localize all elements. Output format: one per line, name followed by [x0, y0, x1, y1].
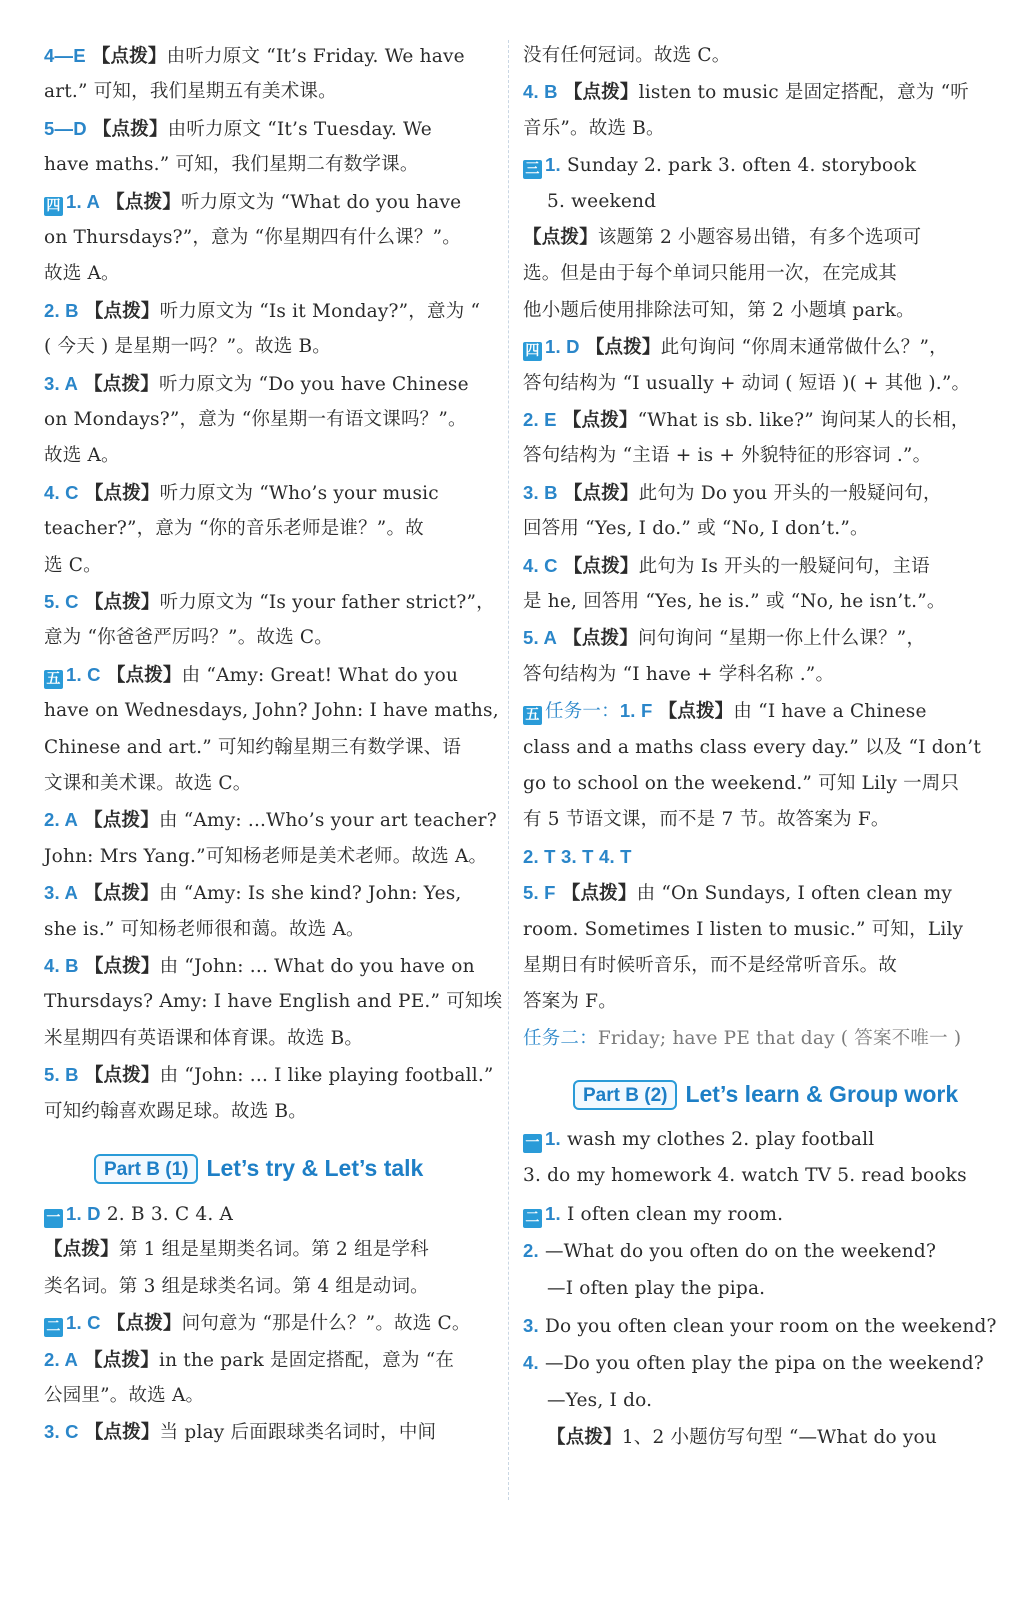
answer-line: [44, 1414, 494, 1450]
answer-text: Sunday 2. park 3. often 4. storybook: [566, 155, 917, 177]
answer-number: 1. F: [619, 700, 653, 722]
answer-text: 文课和美术课。故选 C。: [44, 773, 252, 794]
answer-text: have on Wednesdays, John? John: I have maths,: [44, 700, 499, 722]
answer-number: 2. A: [44, 809, 79, 831]
hint-tag: 【点拨】: [84, 1065, 160, 1087]
answer-text: 问句意为 “那是什么？”。故选 C。: [181, 1313, 471, 1335]
answer-line: [523, 366, 975, 402]
answer-number: 5—D: [44, 117, 87, 139]
answer-text: 此句询问 “你周末通常做什么？”，: [660, 337, 948, 359]
section-title: Let’s try & Let’s talk: [206, 1155, 424, 1181]
answer-line: [523, 111, 975, 147]
answer-text: on Thursdays?”，意为 “你星期四有什么课？”。: [44, 227, 461, 248]
answer-number: 4. C: [44, 481, 79, 503]
answer-text: 答句结构为 “I usually + 动词 ( 短语 )( + 其他 ).”。: [523, 372, 971, 394]
answer-number: 1. D: [66, 1203, 101, 1224]
answer-line: [547, 184, 975, 220]
answer-text: —I often play the pipa.: [547, 1277, 766, 1299]
task-label: 任务一：: [545, 701, 620, 723]
answer-line: [523, 1196, 975, 1232]
answer-text: 他小题后使用排除法可知，第 2 小题填 park。: [523, 299, 915, 321]
answer-line: [523, 147, 975, 183]
answer-text: Friday; have PE that day ( 答案不唯一 ): [597, 1027, 962, 1049]
section-marker: 二: [44, 1318, 63, 1337]
answer-text: 是 he, 回答用 “Yes, he is.” 或 “No, he isn’t.”。: [523, 591, 946, 612]
hint-tag: 【点拨】: [44, 1239, 119, 1261]
answer-text: 类名词。第 3 组是球类名词。第 4 组是动词。: [44, 1275, 429, 1297]
answer-text: 意为 “你爸爸严厉吗？”。故选 C。: [44, 627, 333, 649]
answer-text: 答句结构为 “I have + 学科名称 .”。: [523, 663, 835, 685]
answer-text: ( 今天 ) 是星期一吗？”。故选 B。: [44, 336, 332, 358]
answer-text: 由 “Amy: ...Who’s your art teacher?: [158, 810, 497, 832]
answer-text: class and a maths class every day.” 以及 “I don’t: [523, 736, 981, 758]
answer-number: 3. C: [44, 1421, 79, 1443]
answer-line: [523, 1121, 975, 1157]
answer-line: [44, 584, 494, 620]
answer-text: 答案为 F。: [523, 991, 617, 1013]
answer-line: [547, 1383, 975, 1419]
answer-text: 3. do my homework 4. watch TV 5. read books: [523, 1165, 967, 1187]
answer-line: [44, 1378, 494, 1414]
answer-line: [44, 1021, 494, 1057]
answer-text: 没有任何冠词。故选 C。: [523, 45, 731, 66]
answer-number: 1. C: [66, 1312, 101, 1334]
hint-tag: 【点拨】: [91, 46, 167, 67]
answer-number: 4. B: [44, 955, 79, 976]
answer-text: 由听力原文 “It’s Friday. We have: [166, 46, 465, 67]
section-marker: 五: [44, 670, 63, 689]
answer-line: [523, 693, 975, 729]
answer-line: [44, 1269, 494, 1305]
answer-text: 此句为 Is 开头的一般疑问句，主语: [638, 555, 930, 577]
answer-number: 2. E: [523, 409, 557, 430]
answer-text: I often clean my room.: [566, 1203, 784, 1225]
answer-text: 公园里”。故选 A。: [44, 1385, 205, 1406]
answer-line: [523, 475, 975, 511]
answer-number: 4.: [523, 1352, 539, 1374]
answer-line: [523, 511, 975, 547]
answer-line: [523, 875, 975, 911]
answer-number: 2.: [523, 1240, 539, 1262]
answer-text: “What is sb. like?” 询问某人的长相，: [637, 410, 970, 431]
answer-line: [44, 984, 503, 1020]
answer-line: [44, 802, 497, 838]
answer-line: [44, 475, 494, 511]
answer-text: 听力原文为 “Who’s your music: [159, 482, 439, 504]
answer-line: [523, 912, 975, 948]
answer-line: [523, 438, 975, 474]
hint-tag: 【点拨】: [585, 337, 661, 359]
page-footer: [44, 1474, 64, 1506]
answer-line: [523, 1345, 984, 1381]
section-header: [573, 1078, 958, 1114]
answer-text: 米星期四有英语课和体育课。故选 B。: [44, 1027, 364, 1049]
answer-line: [523, 984, 975, 1020]
section-marker: 四: [44, 197, 63, 216]
answer-text: 问句询问 “星期一你上什么课？”，: [637, 628, 926, 650]
answer-text: 选 C。: [44, 554, 102, 576]
answer-line: [523, 948, 975, 984]
answer-number: 1.: [545, 1128, 561, 1149]
answer-text: 答句结构为 “主语 + is + 外貌特征的形容词 .”。: [523, 445, 932, 467]
answer-number: 1. C: [66, 663, 101, 685]
hint-tag: 【点拨】: [523, 227, 598, 248]
answer-text: room. Sometimes I listen to music.” 可知，Lily: [523, 918, 964, 940]
answer-line: [523, 1233, 975, 1269]
answer-text: —Yes, I do.: [547, 1389, 653, 1411]
answer-text: 听力原文为 “What do you have: [180, 191, 462, 213]
hint-tag: 【点拨】: [84, 1422, 160, 1444]
answer-line: [44, 948, 494, 984]
answer-text: 由 “Amy: Is she kind? John: Yes,: [158, 883, 462, 905]
answer-text: 回答用 “Yes, I do.” 或 “No, I don’t.”。: [523, 518, 869, 540]
answer-line: [523, 1158, 975, 1194]
answer-number: 5. C: [44, 591, 79, 612]
hint-tag: 【点拨】: [106, 191, 181, 213]
answer-line: [547, 1420, 975, 1456]
answer-number: 2. A: [44, 1348, 79, 1370]
answer-text: wash my clothes 2. play football: [566, 1129, 875, 1150]
answer-line: [523, 839, 975, 875]
answer-line: [523, 730, 981, 766]
answer-text: —Do you often play the pipa on the weekend?: [544, 1353, 984, 1375]
answer-line: [523, 657, 975, 693]
answer-text: 当 play 后面跟球类名词时，中间: [159, 1422, 437, 1444]
answer-number: 3. A: [44, 882, 79, 904]
answer-text: 由听力原文 “It’s Tuesday. We: [167, 118, 432, 140]
hint-tag: 【点拨】: [84, 373, 159, 395]
answer-text: 由 “Amy: Great! What do you: [181, 664, 459, 686]
answer-text: 故选 A。: [44, 263, 120, 285]
section-marker: 一: [44, 1209, 63, 1228]
answer-line: [44, 1342, 494, 1378]
answer-text: go to school on the weekend.” 可知 Lily 一周只: [523, 773, 960, 794]
answer-text: 听力原文为 “Do you have Chinese: [158, 373, 469, 395]
hint-tag: 【点拨】: [84, 810, 159, 832]
column-divider: [508, 40, 509, 1500]
answer-line: [44, 511, 494, 547]
section-marker: 四: [523, 342, 542, 361]
answer-line: [523, 38, 975, 74]
hint-tag: 【点拨】: [561, 883, 637, 905]
answer-text: teacher?”，意为 “你的音乐老师是谁？”。故: [44, 518, 424, 540]
section-marker: 一: [523, 1134, 542, 1153]
answer-text: have maths.” 可知，我们星期二有数学课。: [44, 154, 419, 176]
answer-text: 由 “John: ... What do you have on: [159, 956, 475, 977]
answer-number: 1.: [545, 1202, 561, 1224]
section-marker: 五: [523, 706, 542, 725]
answer-text: 该题第 2 小题容易出错，有多个选项可: [597, 227, 922, 248]
hint-tag: 【点拨】: [563, 628, 638, 650]
section-header: [94, 1152, 423, 1188]
answer-line: [523, 584, 975, 620]
answer-text: Chinese and art.” 可知约翰星期三有数学课、语: [44, 736, 462, 758]
answer-line: [44, 438, 494, 474]
answer-line: [44, 402, 494, 438]
answer-number: 3. A: [44, 372, 79, 394]
answer-line: [44, 766, 494, 802]
section-title: Let’s learn & Group work: [685, 1081, 959, 1107]
answer-number: 4—E: [44, 45, 86, 66]
answer-line: [523, 293, 975, 329]
answer-line: [44, 38, 494, 74]
watermark: [840, 1506, 1000, 1586]
answer-text: John: Mrs Yang.”可知杨老师是美术老师。故选 A。: [44, 845, 488, 867]
answer-number: 5. B: [44, 1064, 79, 1086]
answer-number: 5. A: [523, 627, 558, 649]
hint-tag: 【点拨】: [84, 592, 160, 613]
hint-tag: 【点拨】: [84, 883, 159, 905]
hint-tag: 【点拨】: [106, 1313, 182, 1335]
answer-line: [523, 1021, 975, 1057]
answer-line: [44, 730, 494, 766]
answer-line: [547, 1271, 975, 1307]
answer-line: [523, 620, 975, 656]
hint-tag: 【点拨】: [563, 482, 639, 504]
hint-tag: 【点拨】: [84, 956, 160, 977]
answer-line: [44, 1196, 494, 1232]
hint-tag: 【点拨】: [658, 701, 734, 723]
answer-number: 1. D: [545, 336, 580, 358]
answer-line: [44, 620, 494, 656]
answer-text: she is.” 可知杨老师很和蔼。故选 A。: [44, 918, 365, 940]
answer-text: 此句为 Do you 开头的一般疑问句，: [638, 482, 942, 504]
answer-text: 可知约翰喜欢踢足球。故选 B。: [44, 1100, 307, 1122]
answer-text: 有 5 节语文课，而不是 7 节。故答案为 F。: [523, 809, 890, 831]
answer-text: on Mondays?”，意为 “你星期一有语文课吗？”。: [44, 409, 467, 430]
answer-line: [44, 839, 494, 875]
answer-number: 4. C: [523, 554, 558, 576]
answer-line: [523, 548, 975, 584]
answer-line: [44, 366, 494, 402]
part-label: Part B (1): [94, 1154, 198, 1184]
answer-text: 由 “On Sundays, I often clean my: [636, 883, 953, 905]
answer-text: 故选 A。: [44, 445, 120, 467]
answer-line: [44, 256, 494, 292]
answer-number: 1.: [545, 154, 561, 176]
answer-number: 2. T 3. T 4. T: [523, 845, 632, 867]
answer-text: 第 1 组是星期类名词。第 2 组是学科: [118, 1239, 429, 1261]
answer-line: [44, 1094, 494, 1130]
task-label: 任务二：: [523, 1027, 598, 1049]
part-label: Part B (2): [573, 1080, 677, 1110]
answer-line: [44, 74, 494, 110]
answer-text: 选。但是由于每个单词只能用一次，在完成其: [523, 263, 898, 285]
hint-tag: 【点拨】: [562, 410, 638, 431]
answer-text: listen to music 是固定搭配，意为 “听: [638, 82, 969, 104]
answer-text: 2. B 3. C 4. A: [106, 1204, 234, 1225]
answer-line: [44, 657, 494, 693]
answer-line: [523, 329, 975, 365]
answer-line: [44, 147, 494, 183]
answer-line: [523, 74, 975, 110]
answer-text: 5. weekend: [547, 190, 657, 212]
answer-text: 听力原文为 “Is your father strict?”，: [159, 592, 495, 613]
answer-line: [44, 1232, 494, 1268]
answer-line: [44, 329, 494, 365]
answer-text: 由 “John: ... I like playing football.”: [159, 1065, 494, 1087]
answer-text: Do you often clean your room on the weekend?: [544, 1316, 997, 1337]
answer-line: [44, 111, 494, 147]
answer-line: [523, 256, 975, 292]
answer-number: 3.: [523, 1315, 539, 1336]
answer-number: 1. A: [66, 190, 101, 212]
answer-text: —What do you often do on the weekend?: [544, 1241, 937, 1263]
answer-line: [44, 293, 494, 329]
answer-line: [523, 802, 975, 838]
answer-line: [44, 912, 494, 948]
answer-text: 音乐”。故选 B。: [523, 117, 665, 139]
answer-text: Thursdays? Amy: I have English and PE.” 可知埃: [44, 991, 503, 1013]
answer-line: [44, 1057, 494, 1093]
section-marker: 二: [523, 1209, 542, 1228]
answer-line: [523, 402, 975, 438]
answer-number: 5. F: [523, 882, 556, 904]
hint-tag: 【点拨】: [563, 82, 639, 104]
answer-line: [44, 220, 494, 256]
answer-line: [44, 693, 499, 729]
hint-tag: 【点拨】: [106, 664, 182, 686]
hint-tag: 【点拨】: [547, 1427, 622, 1449]
answer-line: [523, 766, 975, 802]
answer-text: 由 “I have a Chinese: [733, 701, 927, 723]
answer-text: in the park 是固定搭配，意为 “在: [158, 1349, 455, 1371]
hint-tag: 【点拨】: [84, 300, 160, 322]
section-marker: 三: [523, 160, 542, 179]
hint-tag: 【点拨】: [84, 482, 160, 504]
answer-number: 3. B: [523, 481, 558, 503]
answer-text: 星期日有时候听音乐，而不是经常听音乐。故: [523, 955, 898, 976]
answer-line: [523, 220, 975, 256]
answer-line: [44, 1305, 494, 1341]
hint-tag: 【点拨】: [84, 1349, 159, 1371]
answer-number: 4. B: [523, 81, 558, 103]
answer-text: art.” 可知，我们星期五有美术课。: [44, 81, 337, 103]
hint-tag: 【点拨】: [563, 555, 639, 577]
answer-line: [44, 184, 494, 220]
answer-line: [523, 1308, 997, 1344]
answer-text: 听力原文为 “Is it Monday?”，意为 “: [159, 300, 481, 322]
answer-line: [44, 875, 494, 911]
answer-number: 2. B: [44, 299, 79, 321]
answer-line: [44, 548, 494, 584]
hint-tag: 【点拨】: [92, 118, 168, 140]
answer-text: 1、2 小题仿写句型 “—What do you: [621, 1427, 938, 1449]
